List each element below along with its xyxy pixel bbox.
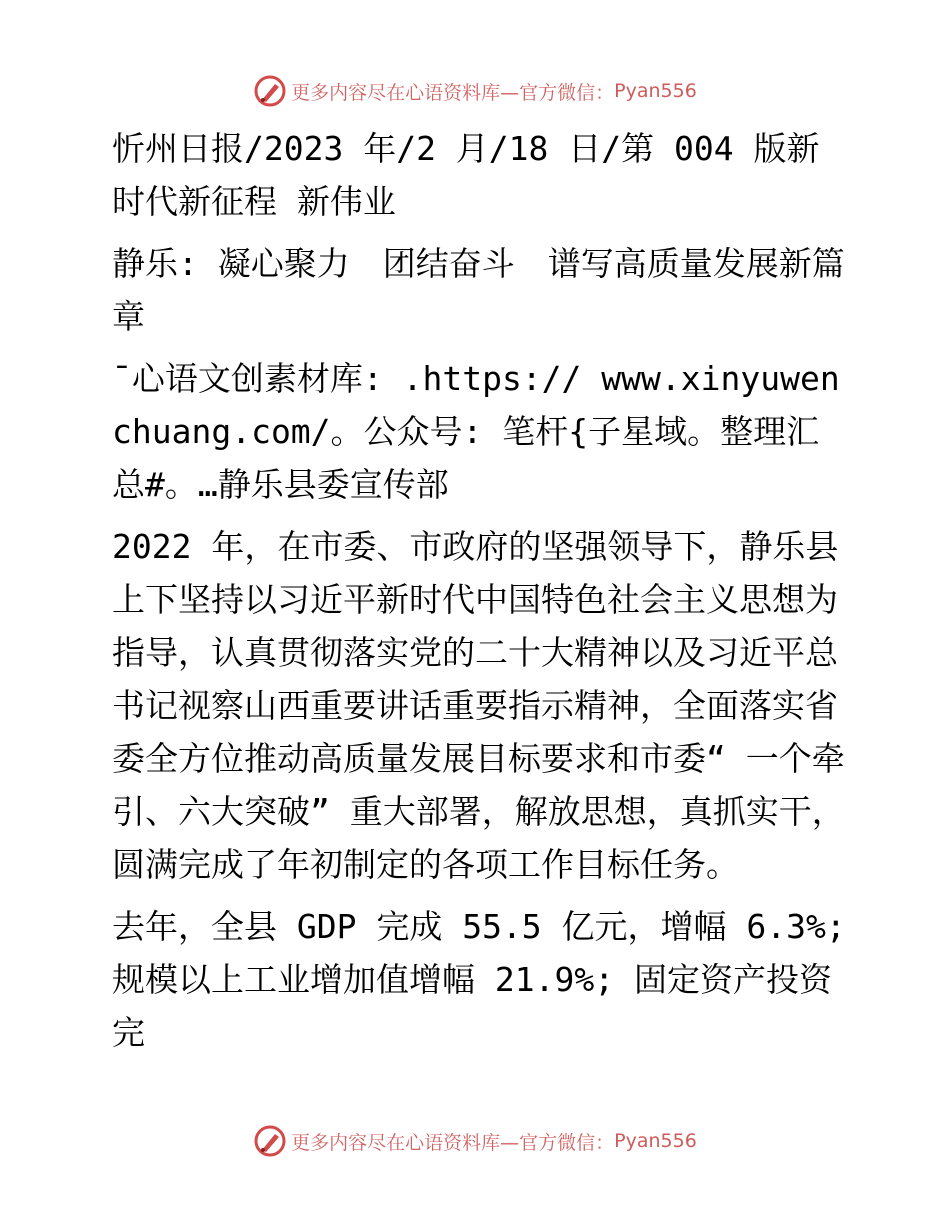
paragraph-1: 2022 年，在市委、市政府的坚强领导下，静乐县上下坚持以习近平新时代中国特色社会主义思想为指导，认真贯彻落实党的二十大精神以及习近平总书记视察山西重要讲话重要指示精神，全面落实省委全方位推动高质量发展目标要求和市委“ 一个牵引、六大突破” 重大部署，解放思想，真抓实干，圆满完成了年初制定的各项工作目标任务。 [112, 527, 845, 884]
article-title: 静乐: 凝心聚力 团结奋斗 谱写高质量发展新篇章 [112, 244, 845, 336]
watermark-bottom [0, 1124, 950, 1158]
watermark-top [0, 74, 950, 108]
paragraph-2: 去年，全县 GDP 完成 55.5 亿元，增幅 6.3%; 规模以上工业增加值增幅 21.9%; 固定资产投资完 [112, 907, 846, 1052]
pen-logo-icon [253, 74, 287, 108]
watermark-id: Pyan556 [614, 1130, 697, 1152]
watermark-id: Pyan556 [614, 80, 697, 102]
pen-logo-icon [253, 1124, 287, 1158]
source-line: ¯心语文创素材库: .https:// www.xinyuwenchuang.com/。公众号: 笔杆{子星域。整理汇总#。…静乐县委宣传部 [112, 359, 840, 504]
watermark-text: 更多内容尽在心语资料库—官方微信： [291, 1131, 615, 1154]
watermark-text: 更多内容尽在心语资料库—官方微信： [291, 81, 615, 104]
header-line: 忻州日报/2023 年/2 月/18 日/第 004 版新时代新征程 新伟业 [112, 129, 820, 221]
document-body [98, 122, 850, 1068]
